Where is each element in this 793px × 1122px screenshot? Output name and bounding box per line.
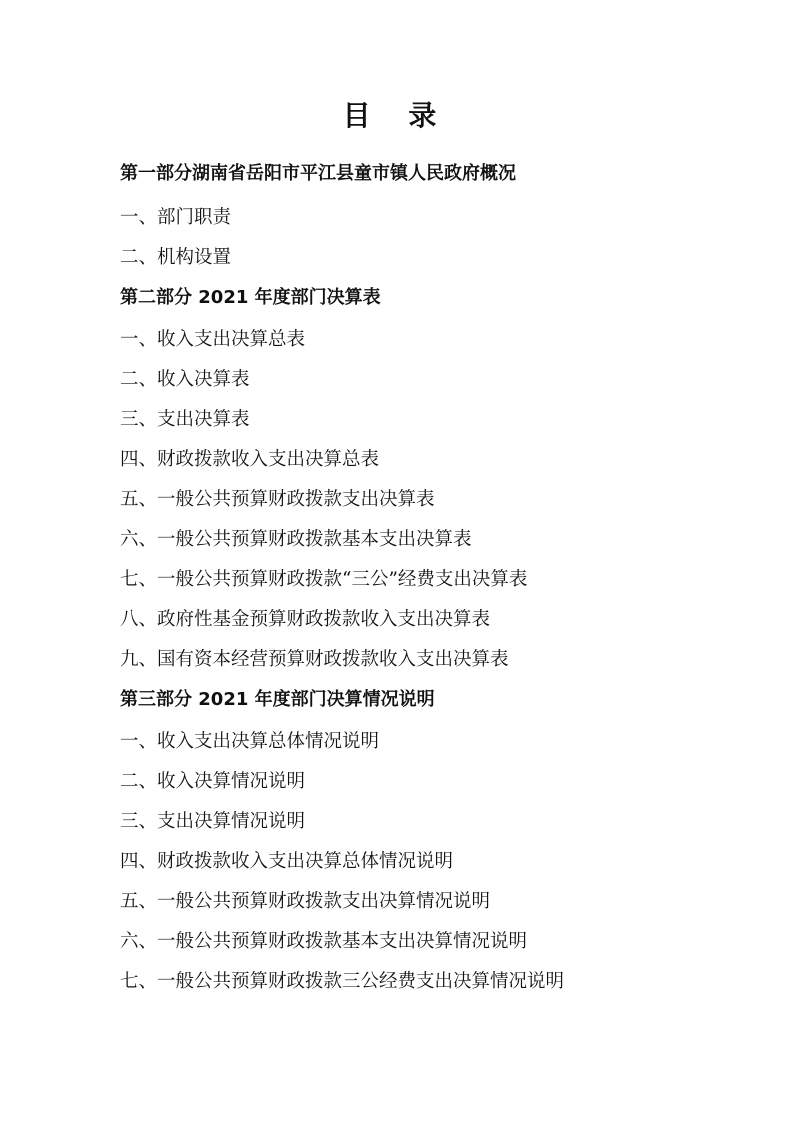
part2-item: 七、一般公共预算财政拨款“三公”经费支出决算表: [120, 569, 528, 590]
part3-heading: 第三部分 2021 年度部门决算情况说明: [120, 689, 435, 710]
part2-item: 五、一般公共预算财政拨款支出决算表: [120, 489, 435, 510]
part1-item: 一、部门职责: [120, 207, 232, 228]
part3-item: 四、财政拨款收入支出决算总体情况说明: [120, 851, 454, 872]
part2-item: 一、收入支出决算总表: [120, 329, 306, 350]
part3-item: 一、收入支出决算总体情况说明: [120, 731, 380, 752]
part1-heading: 第一部分湖南省岳阳市平江县童市镇人民政府概况: [120, 163, 516, 184]
part2-item: 八、政府性基金预算财政拨款收入支出决算表: [120, 609, 491, 630]
part2-item: 九、国有资本经营预算财政拨款收入支出决算表: [120, 649, 509, 670]
part3-item: 七、一般公共预算财政拨款三公经费支出决算情况说明: [120, 971, 565, 992]
part2-item: 六、一般公共预算财政拨款基本支出决算表: [120, 529, 472, 550]
part3-item: 六、一般公共预算财政拨款基本支出决算情况说明: [120, 931, 528, 952]
part2-heading: 第二部分 2021 年度部门决算表: [120, 287, 381, 308]
part2-item: 四、财政拨款收入支出决算总表: [120, 449, 380, 470]
part1-item: 二、机构设置: [120, 247, 232, 268]
toc-title: 目 录: [342, 99, 451, 132]
part3-item: 三、支出决算情况说明: [120, 811, 306, 832]
part2-item: 二、收入决算表: [120, 369, 250, 390]
part3-item: 二、收入决算情况说明: [120, 771, 306, 792]
part3-item: 五、一般公共预算财政拨款支出决算情况说明: [120, 891, 491, 912]
part2-item: 三、支出决算表: [120, 409, 250, 430]
